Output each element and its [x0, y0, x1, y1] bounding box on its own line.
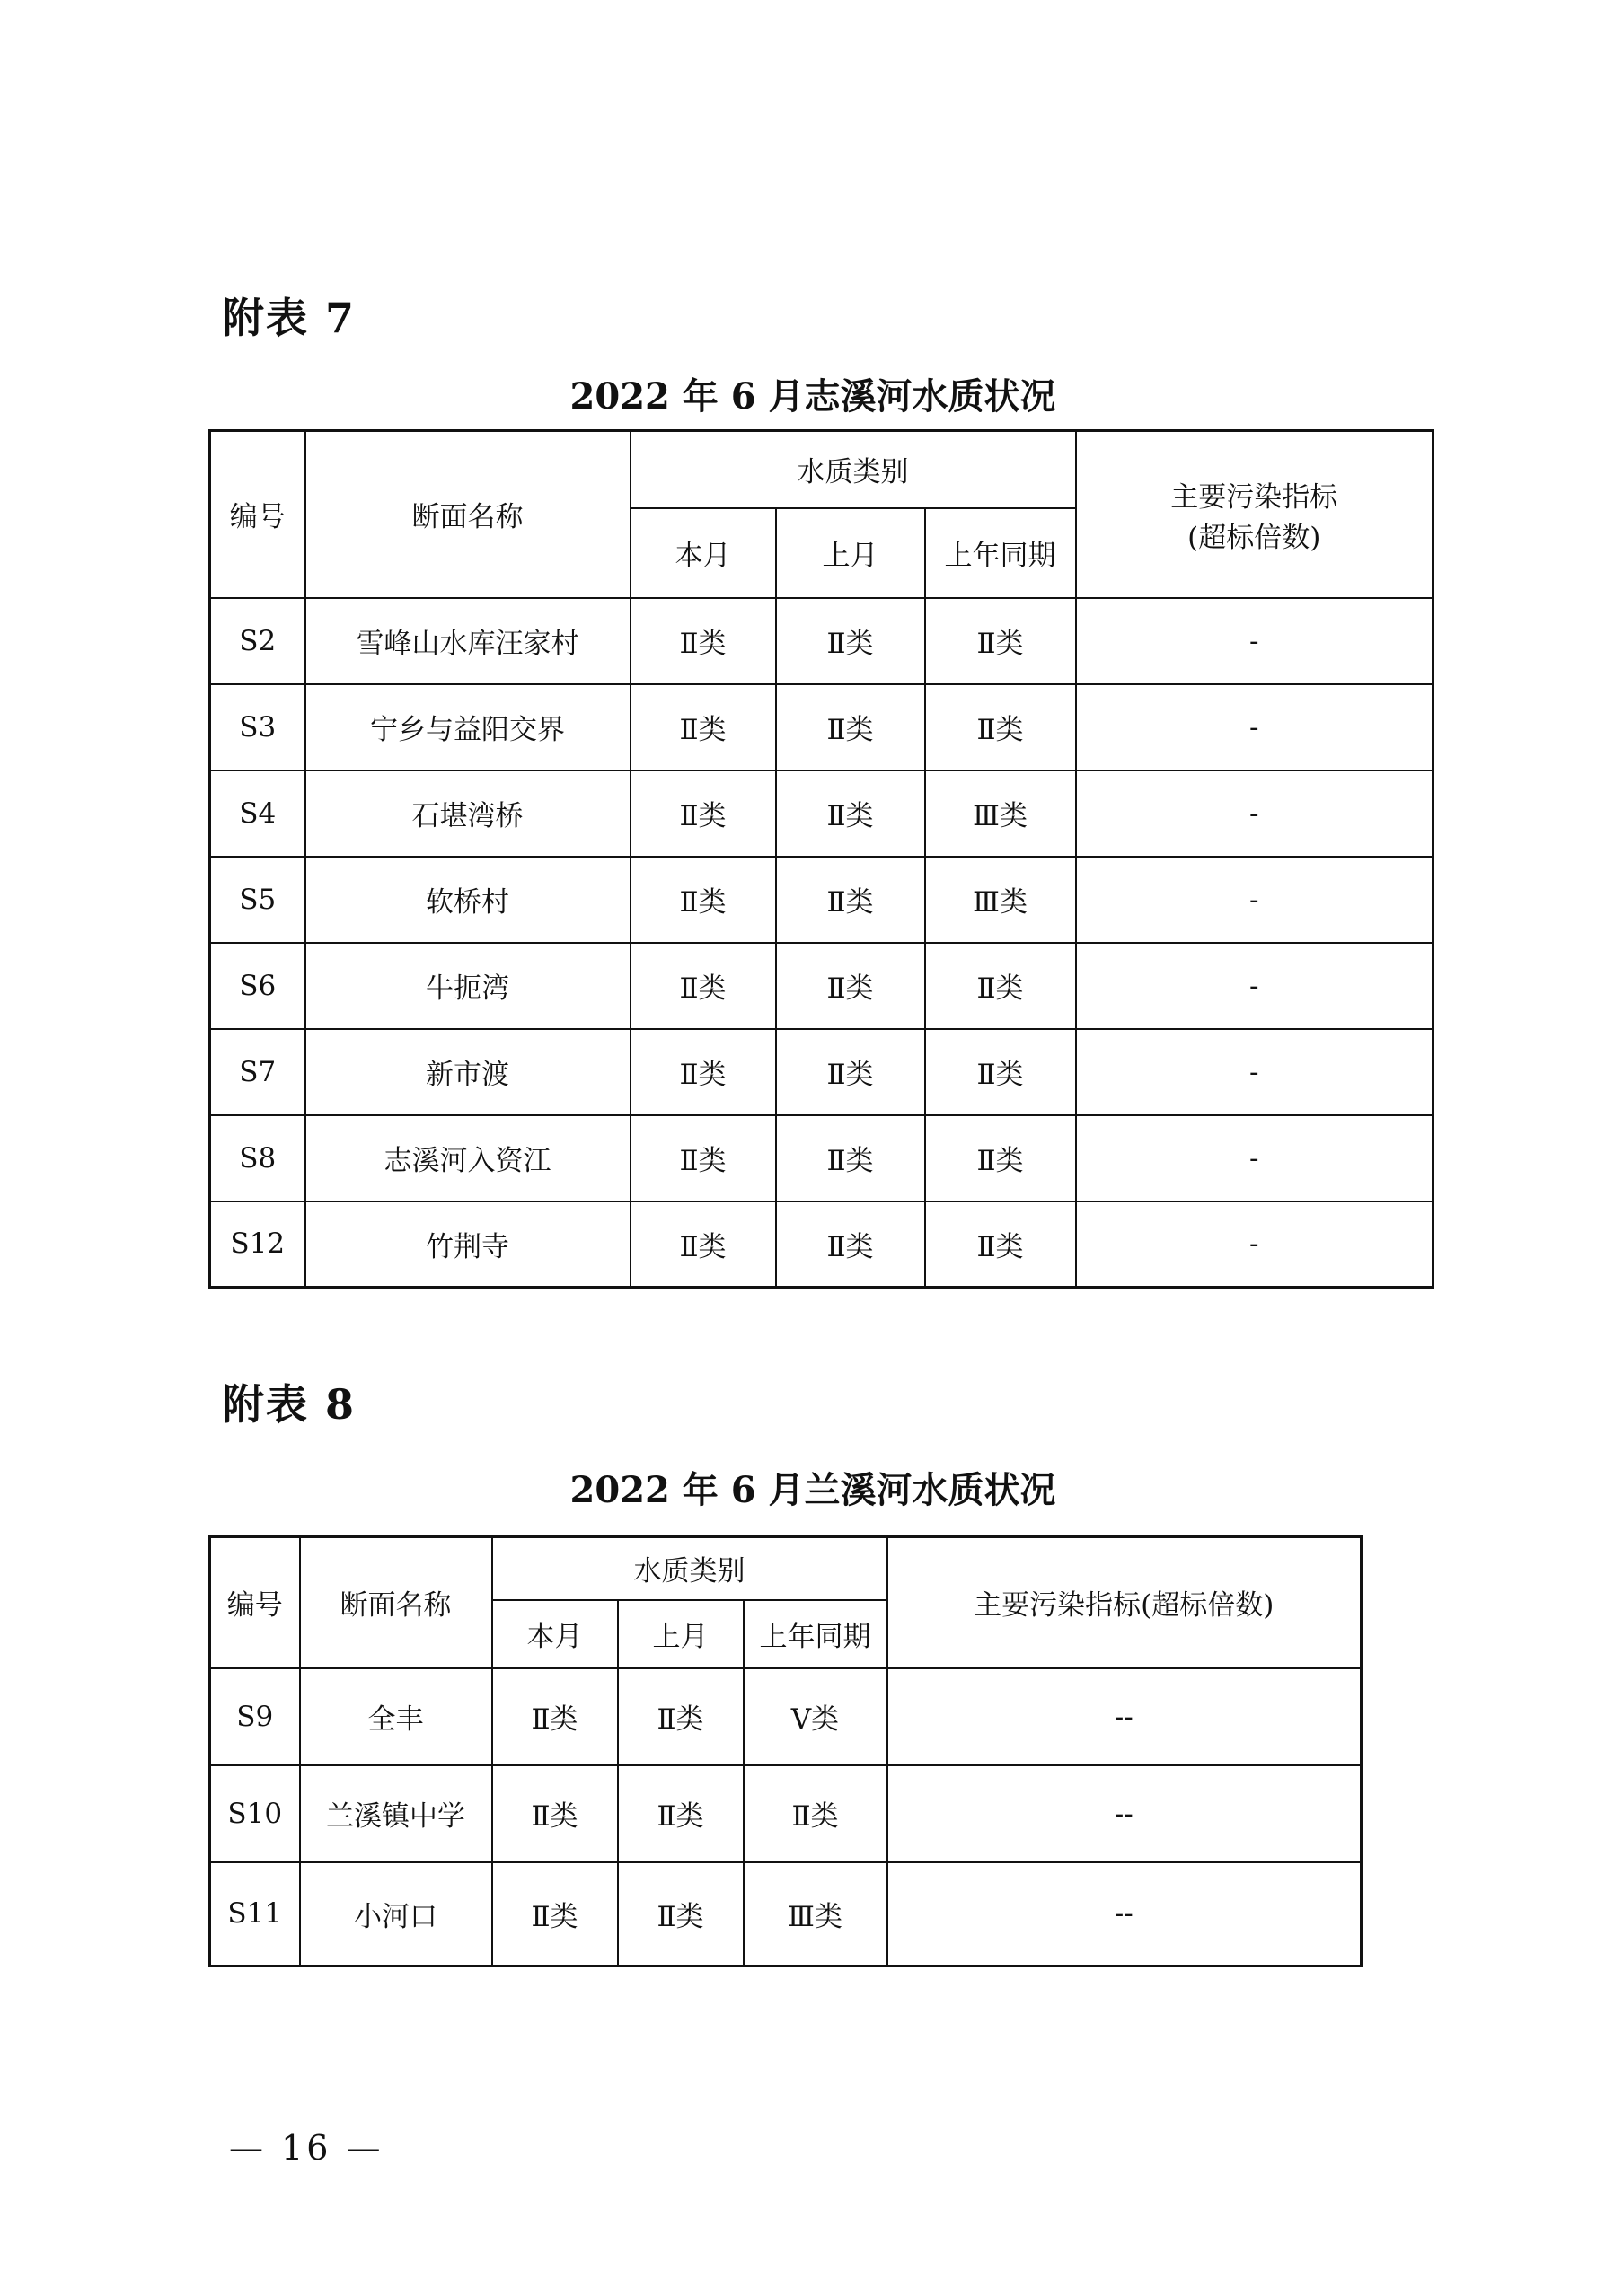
header-code: 编号: [210, 1537, 300, 1668]
cell-pollutant: -: [1076, 1115, 1433, 1201]
cell-last-month: Ⅱ类: [776, 943, 925, 1029]
table-row: [210, 1668, 1362, 1765]
cell-last-year: Ⅱ类: [925, 943, 1076, 1029]
cell-code: S11: [210, 1862, 300, 1966]
appendix-8-label: 附表 8: [223, 1380, 357, 1429]
header-this-month: 本月: [631, 508, 776, 598]
cell-section-name: 宁乡与益阳交界: [305, 684, 631, 770]
cell-section-name: 兰溪镇中学: [300, 1765, 492, 1862]
cell-last-year: Ⅴ类: [744, 1668, 887, 1765]
cell-section-name: 雪峰山水库汪家村: [305, 598, 631, 684]
cell-last-year: Ⅱ类: [744, 1765, 887, 1862]
table-row: [210, 684, 1433, 770]
header-section-name: 断面名称: [305, 431, 631, 598]
table-row: [210, 770, 1433, 857]
cell-section-name: 全丰: [300, 1668, 492, 1765]
cell-last-month: Ⅱ类: [776, 1115, 925, 1201]
cell-last-year: Ⅲ类: [744, 1862, 887, 1966]
cell-pollutant: -: [1076, 943, 1433, 1029]
header-last-year-same-period: 上年同期: [744, 1600, 887, 1668]
table-row: [210, 1115, 1433, 1201]
table-row: [210, 943, 1433, 1029]
cell-section-name: 软桥村: [305, 857, 631, 943]
cell-this-month: Ⅱ类: [631, 598, 776, 684]
cell-this-month: Ⅱ类: [631, 1115, 776, 1201]
appendix-8-title: 2022 年 6 月兰溪河水质状况: [569, 1469, 1056, 1511]
cell-this-month: Ⅱ类: [631, 1201, 776, 1288]
table-row: [210, 1201, 1433, 1288]
header-main-pollutant: 主要污染指标(超标倍数): [887, 1537, 1362, 1668]
cell-section-name: 小河口: [300, 1862, 492, 1966]
table-row: [210, 1029, 1433, 1115]
cell-pollutant: -: [1076, 598, 1433, 684]
header-section-name: 断面名称: [300, 1537, 492, 1668]
cell-last-month: Ⅱ类: [618, 1765, 744, 1862]
cell-section-name: 志溪河入资江: [305, 1115, 631, 1201]
header-code: 编号: [210, 431, 305, 598]
cell-code: S5: [210, 857, 305, 943]
cell-last-year: Ⅱ类: [925, 1029, 1076, 1115]
cell-last-month: Ⅱ类: [776, 598, 925, 684]
cell-this-month: Ⅱ类: [631, 770, 776, 857]
cell-pollutant: -: [1076, 770, 1433, 857]
appendix-7-table: [208, 429, 1434, 1289]
cell-this-month: Ⅱ类: [492, 1862, 618, 1966]
table-row: [210, 1765, 1362, 1862]
cell-section-name: 石堪湾桥: [305, 770, 631, 857]
header-main-pollutant: [1076, 431, 1433, 598]
cell-code: S4: [210, 770, 305, 857]
cell-pollutant: -: [1076, 857, 1433, 943]
header-last-month: 上月: [618, 1600, 744, 1668]
cell-section-name: 牛扼湾: [305, 943, 631, 1029]
cell-last-month: Ⅱ类: [776, 684, 925, 770]
cell-last-year: Ⅱ类: [925, 1115, 1076, 1201]
cell-this-month: Ⅱ类: [631, 943, 776, 1029]
cell-last-month: Ⅱ类: [776, 1029, 925, 1115]
table-row: [210, 857, 1433, 943]
cell-last-month: Ⅱ类: [618, 1668, 744, 1765]
cell-this-month: Ⅱ类: [631, 1029, 776, 1115]
cell-pollutant: -: [1076, 684, 1433, 770]
header-last-month: 上月: [776, 508, 925, 598]
cell-last-year: Ⅱ类: [925, 1201, 1076, 1288]
header-this-month: 本月: [492, 1600, 618, 1668]
cell-pollutant: --: [887, 1862, 1362, 1966]
cell-this-month: Ⅱ类: [631, 684, 776, 770]
cell-this-month: Ⅱ类: [492, 1668, 618, 1765]
appendix-7-title: 2022 年 6 月志溪河水质状况: [569, 375, 1056, 418]
cell-code: S3: [210, 684, 305, 770]
cell-pollutant: --: [887, 1765, 1362, 1862]
cell-section-name: 竹荆寺: [305, 1201, 631, 1288]
cell-last-year: Ⅱ类: [925, 684, 1076, 770]
cell-last-year: Ⅲ类: [925, 770, 1076, 857]
page-number: — 16 —: [229, 2128, 384, 2168]
cell-code: S7: [210, 1029, 305, 1115]
appendix-7-label: 附表 7: [223, 294, 357, 342]
table-row: [210, 598, 1433, 684]
cell-section-name: 新市渡: [305, 1029, 631, 1115]
cell-pollutant: -: [1076, 1201, 1433, 1288]
cell-last-month: Ⅱ类: [618, 1862, 744, 1966]
header-last-year-same-period: 上年同期: [925, 508, 1076, 598]
cell-this-month: Ⅱ类: [631, 857, 776, 943]
appendix-8-table: [208, 1535, 1363, 1967]
header-main-pollutant-line1: 主要污染指标: [1170, 480, 1338, 514]
header-main-pollutant-line2: (超标倍数): [1187, 521, 1321, 554]
cell-code: S9: [210, 1668, 300, 1765]
cell-last-month: Ⅱ类: [776, 770, 925, 857]
cell-this-month: Ⅱ类: [492, 1765, 618, 1862]
table-row: [210, 1862, 1362, 1966]
header-water-category: 水质类别: [492, 1537, 887, 1600]
cell-code: S8: [210, 1115, 305, 1201]
cell-code: S2: [210, 598, 305, 684]
cell-last-year: Ⅲ类: [925, 857, 1076, 943]
cell-code: S10: [210, 1765, 300, 1862]
cell-pollutant: --: [887, 1668, 1362, 1765]
cell-last-month: Ⅱ类: [776, 857, 925, 943]
cell-last-month: Ⅱ类: [776, 1201, 925, 1288]
cell-last-year: Ⅱ类: [925, 598, 1076, 684]
cell-code: S6: [210, 943, 305, 1029]
header-water-category: 水质类别: [631, 431, 1076, 508]
cell-code: S12: [210, 1201, 305, 1288]
cell-pollutant: -: [1076, 1029, 1433, 1115]
